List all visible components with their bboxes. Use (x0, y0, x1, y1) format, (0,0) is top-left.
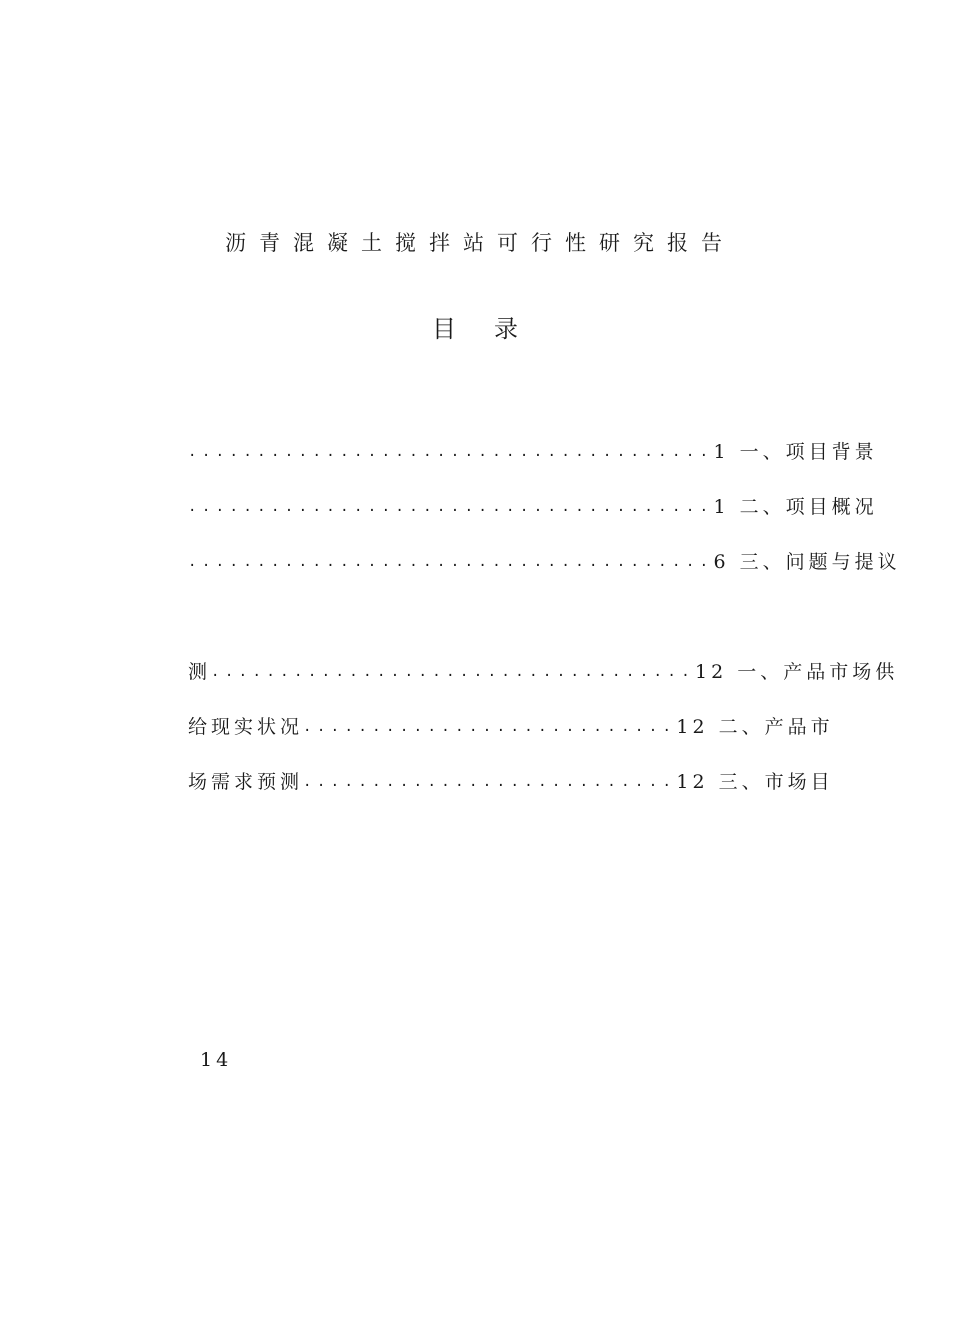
toc-entry-text: 12 一、产品市场供 (695, 661, 899, 683)
toc-leader-dots: ........................... (303, 719, 677, 735)
toc-entry (188, 768, 834, 796)
toc-leader-dots: ........................... (303, 774, 677, 790)
toc-entry-text: 场需求预测 (188, 771, 304, 793)
toc-leader-dots: ...................................... (188, 554, 714, 570)
toc-entry (188, 713, 834, 741)
toc-entry-text: 6 三、问题与提议 (713, 551, 901, 573)
toc-entry (188, 493, 878, 521)
toc-leader-dots: ...................................... (188, 499, 714, 515)
toc-entry-text: 测 (188, 661, 212, 683)
toc-entry (188, 658, 899, 686)
toc-entry-text: 14 (200, 1049, 233, 1071)
toc-entry-text: 12 三、市场目 (676, 771, 834, 793)
toc-entry (188, 548, 901, 576)
toc-entry-text: 1 一、项目背景 (713, 441, 878, 463)
toc-entry (188, 438, 878, 466)
toc-leader-dots: ...................................... (188, 444, 714, 460)
document-title: 沥青混凝土搅拌站可行性研究报告 (225, 231, 735, 255)
toc-entry-text: 给现实状况 (188, 716, 304, 738)
toc-heading: 目录 (432, 315, 556, 343)
toc-entry-text: 12 二、产品市 (676, 716, 834, 738)
toc-leader-dots: ................................... (211, 664, 696, 680)
toc-entry (200, 1046, 816, 1074)
toc-entry-text: 1 二、项目概况 (713, 496, 878, 518)
